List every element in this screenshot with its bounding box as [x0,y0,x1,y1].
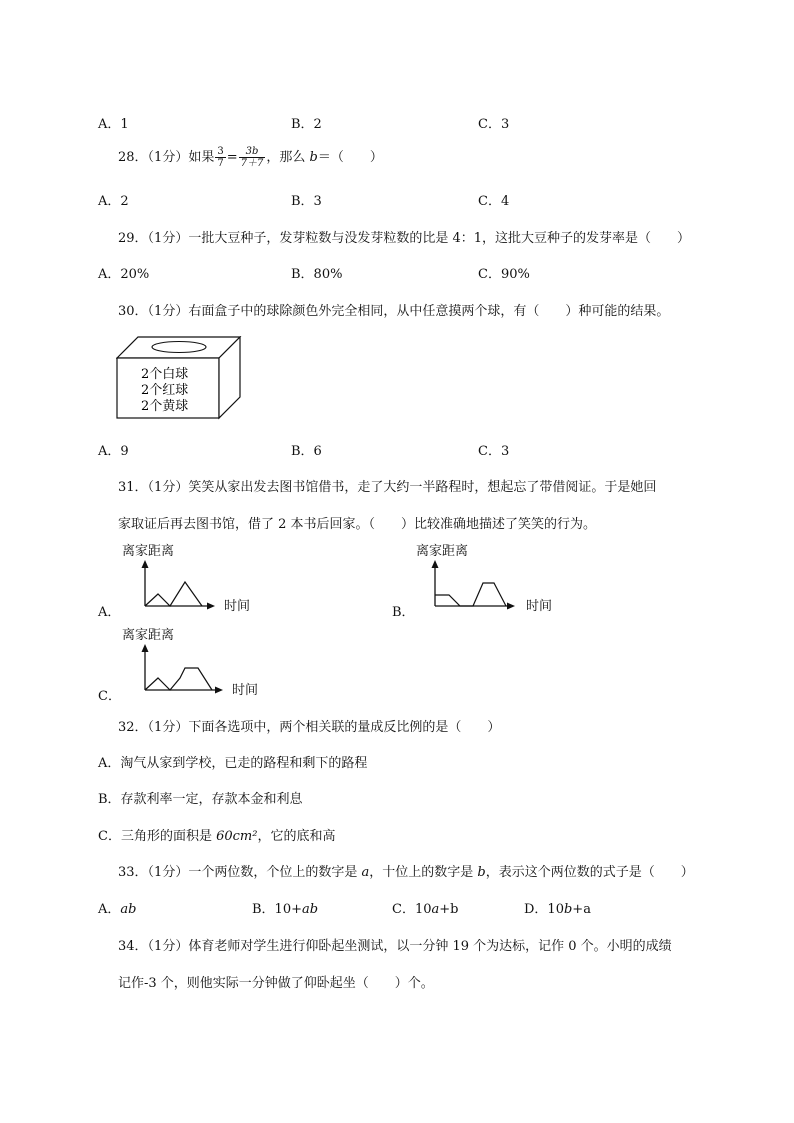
q30-question: 30．（1分）右面盒子中的球除颜色外完全相同，从中任意摸两个球，有（ ）种可能的结果。 [118,304,670,319]
q28-question [118,146,383,169]
q33-text-c: ，表示这个两位数的式子是（ ） [485,865,694,880]
q28-fraction-left [215,146,225,169]
q28-option-c: C．4 [478,194,510,209]
q33-text-b: ，十位上的数字是 [369,865,478,880]
q32-option-c-prefix: C．三角形的面积是 [98,829,217,844]
q29-option-b: B．80% [291,267,343,282]
q27-option-b: B．2 [291,117,322,132]
q33-option-b [252,898,318,917]
q31-option-b: B． [392,605,415,620]
q27-option-c: C．3 [478,117,510,132]
q28-suffix-a: ，那么 [266,150,310,165]
box-label-white: 2个白球 [141,367,189,382]
q33-option-a [98,898,136,917]
q32-option-b: B．存款利率一定，存款本金和利息 [98,792,303,807]
box-label-red: 2个红球 [141,383,189,398]
q33-var-a: a [361,865,370,880]
q34-question-line2: 记作-3 个，则他实际一分钟做了仰卧起坐（ ）个。 [118,976,434,991]
graph-b-x-arrow [507,603,515,610]
graph-c-xlabel: 时间 [232,683,259,698]
q30-box-figure [116,336,242,420]
q30-option-b: B．6 [291,444,322,459]
q33-option-d [524,898,591,917]
q33-option-b-expr: ab [302,902,319,917]
q28-option-b: B．3 [291,194,322,209]
graph-a-xlabel: 时间 [224,599,251,614]
graph-a-x-arrow [207,603,215,610]
q33-option-a-expr: ab [120,902,137,917]
graph-b-xlabel: 时间 [526,599,553,614]
box-label-yellow: 2个黄球 [141,399,189,414]
q33-option-c [392,898,458,917]
q33-option-c-label: C．10 [392,902,432,917]
q28-prefix: 28．（1分）如果 [118,150,215,165]
q34-question-line1: 34．（1分）体育老师对学生进行仰卧起坐测试，以一分钟 19 个为达标，记作 0 个。小明的成绩 [118,939,672,954]
q33-option-d-tail: +a [572,902,591,917]
q33-option-b-label: B．10+ [252,902,302,917]
q31-graph-c [118,624,278,700]
q28-frac2-denominator: 7＋7 [240,158,264,169]
q30-option-a: A．9 [98,444,129,459]
q33-option-d-expr: b [563,902,573,917]
q33-text-a: 33．（1分）一个两位数，个位上的数字是 [118,865,362,880]
q28-suffix-b: ＝（ ） [317,150,383,165]
q29-option-c: C．90% [478,267,530,282]
q33-option-d-label: D．10 [524,902,564,917]
q32-option-c [98,825,335,844]
graph-a-line [145,582,202,606]
q30-option-c: C．3 [478,444,510,459]
q31-option-c: C． [98,689,121,704]
q28-variable: b [309,150,318,165]
q33-option-c-expr: a [431,902,440,917]
q29-question: 29．（1分）一批大豆种子，发芽粒数与没发芽粒数的比是 4：1，这批大豆种子的发芽率是（ ） [118,231,690,246]
graph-c-ylabel: 离家距离 [122,628,175,643]
graph-b-line [435,583,506,606]
graph-a-ylabel: 离家距离 [122,544,175,559]
q28-frac2-numerator: 3b [239,146,266,158]
q33-option-a-label: A． [98,902,121,917]
graph-c-x-arrow [215,687,223,694]
q31-question-line1: 31．（1分）笑笑从家出发去图书馆借书，走了大约一半路程时，想起忘了带借阅证。于是她回 [118,480,657,495]
q31-option-a: A． [98,605,121,620]
q28-option-a: A．2 [98,194,129,209]
q28-frac1-denominator: 7 [217,158,224,169]
q28-fraction-right [239,146,266,169]
q33-option-c-tail: +b [439,902,459,917]
graph-c-line [145,668,212,690]
q32-option-a: A．淘气从家到学校，已走的路程和剩下的路程 [98,756,368,771]
q33-question [118,861,694,880]
q33-var-b: b [477,865,486,880]
graph-b-y-arrow [432,560,439,568]
graph-a-y-arrow [142,560,149,568]
q32-option-c-unit: 60cm² [216,829,258,844]
q32-option-c-suffix: ，它的底和高 [257,829,336,844]
q29-option-a: A．20% [98,267,150,282]
q31-graph-a [118,540,258,616]
q27-option-a: A．1 [98,117,129,132]
q28-equals: = [226,150,238,165]
graph-b-ylabel: 离家距离 [416,544,469,559]
q31-graph-b [412,540,562,616]
q32-question: 32．（1分）下面各选项中，两个相关联的量成反比例的是（ ） [118,720,501,735]
graph-c-y-arrow [142,644,149,652]
q28-frac1-numerator: 3 [217,146,224,157]
q31-question-line2: 家取证后再去图书馆，借了 2 本书后回家。（ ）比较准确地描述了笑笑的行为。 [118,517,597,532]
